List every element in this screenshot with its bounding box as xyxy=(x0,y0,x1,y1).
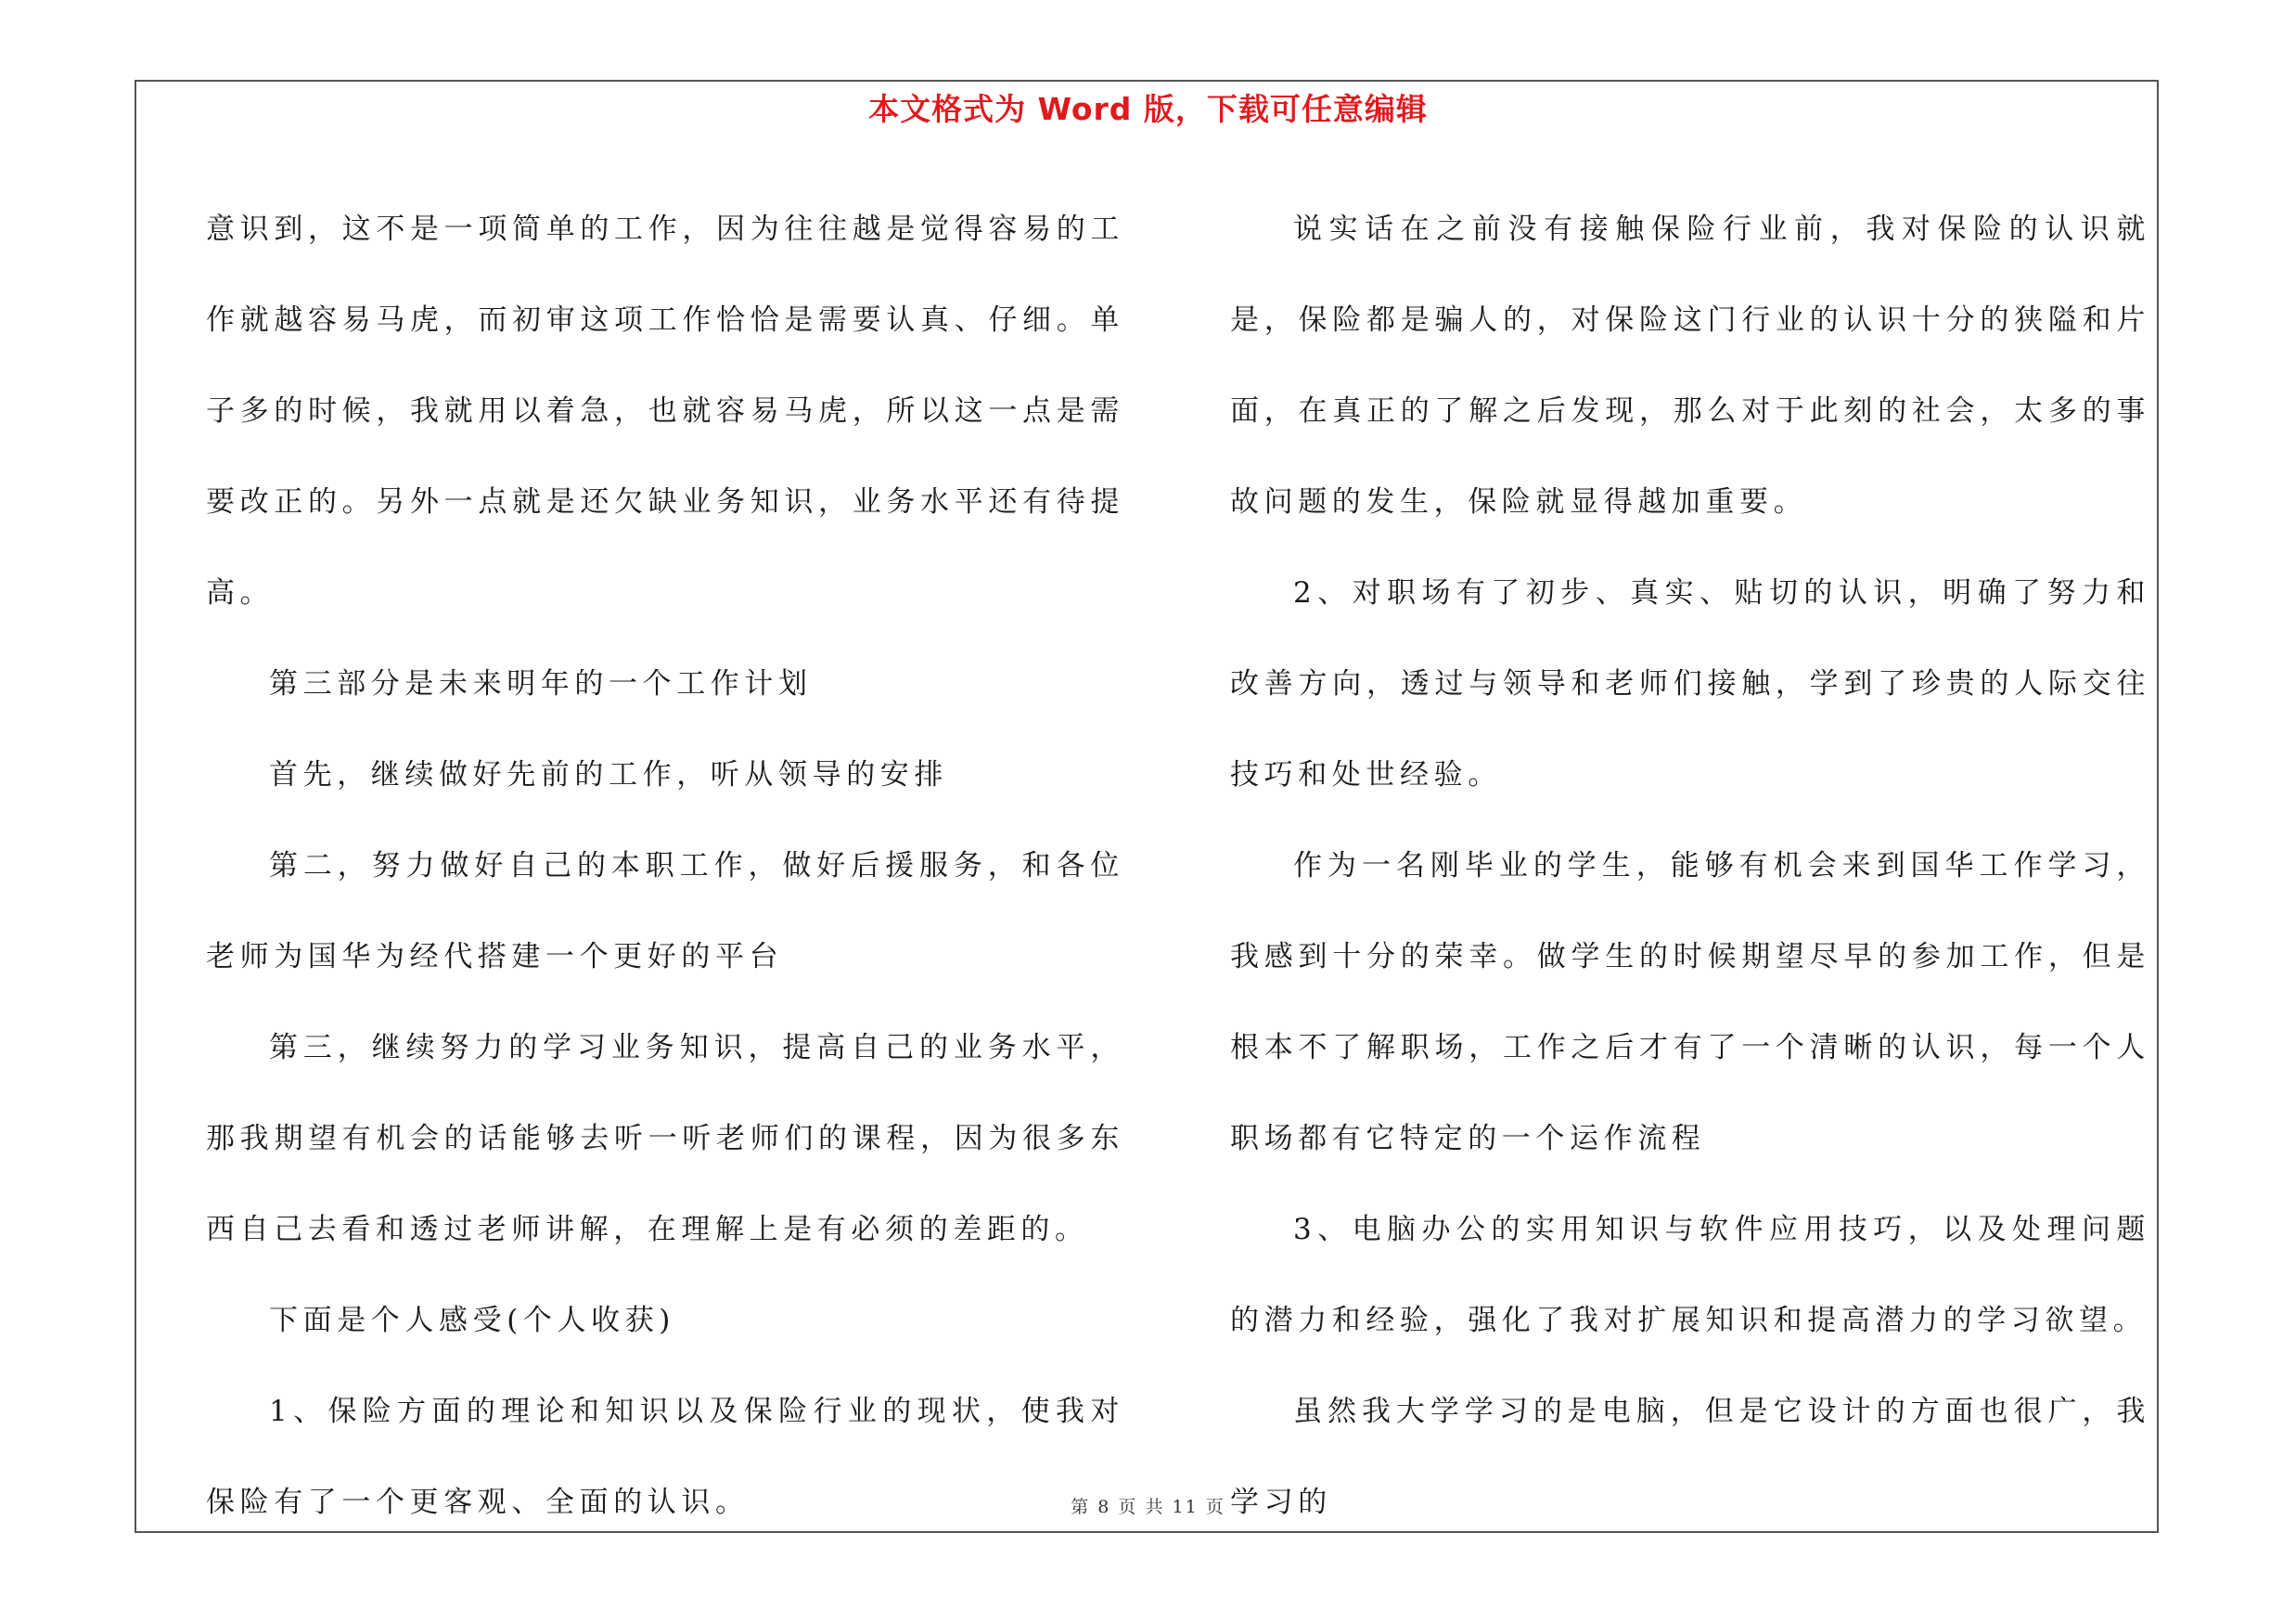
paragraph: 第三部分是未来明年的一个工作计划 xyxy=(269,667,813,701)
paragraph: 第三，继续努力的学习业务知识，提高自己的业务水平，那我期望有机会的话能够去听一听老师们的课程，因为很多东西自己去看和透过老师讲解，在理解上是有必须的差距的。 xyxy=(206,1031,1124,1246)
paragraph: 1、保险方面的理论和知识以及保险行业的现状，使我对保险有了一个更客观、全面的认识。 xyxy=(206,1395,1124,1519)
paragraph: 作为一名刚毕业的学生，能够有机会来到国华工作学习，我感到十分的荣幸。做学生的时候期望尽早的参加工作，但是根本不了解职场，工作之后才有了一个清晰的认识，每一个人职场都有它特定的一个运作流程 xyxy=(1230,849,2150,1155)
paragraph: 第二，努力做好自己的本职工作，做好后援服务，和各位老师为国华为经代搭建一个更好的平台 xyxy=(206,849,1124,973)
paragraph: 下面是个人感受(个人收获) xyxy=(269,1304,675,1337)
paragraph: 意识到，这不是一项简单的工作，因为往往越是觉得容易的工作就越容易马虎，而初审这项工作恰恰是需要认真、仔细。单子多的时候，我就用以着急，也就容易马虎，所以这一点是需要改正的。另外一点就是还欠缺业务知识，业务水平还有待提高。 xyxy=(206,213,1124,610)
paragraph: 3、电脑办公的实用知识与软件应用技巧，以及处理问题的潜力和经验，强化了我对扩展知识和提高潜力的学习欲望。 xyxy=(1230,1213,2150,1337)
right-text-column xyxy=(1230,184,2150,1548)
editable-format-banner: 本文格式为 Word 版，下载可任意编辑 xyxy=(868,91,1428,127)
page-number-footer: 第 8 页 共 11 页 xyxy=(1071,1497,1225,1517)
paragraph: 虽然我大学学习的是电脑，但是它设计的方面也很广，我学习的 xyxy=(1230,1395,2150,1519)
paragraph: 说实话在之前没有接触保险行业前，我对保险的认识就是，保险都是骗人的，对保险这门行业的认识十分的狭隘和片面，在真正的了解之后发现，那么对于此刻的社会，太多的事故问题的发生，保险就显得越加重要。 xyxy=(1230,213,2150,519)
left-text-column xyxy=(206,184,1124,1548)
paragraph: 首先，继续做好先前的工作，听从领导的安排 xyxy=(269,758,948,792)
paragraph: 2、对职场有了初步、真实、贴切的认识，明确了努力和改善方向，透过与领导和老师们接触，学到了珍贵的人际交往技巧和处世经验。 xyxy=(1230,576,2150,792)
